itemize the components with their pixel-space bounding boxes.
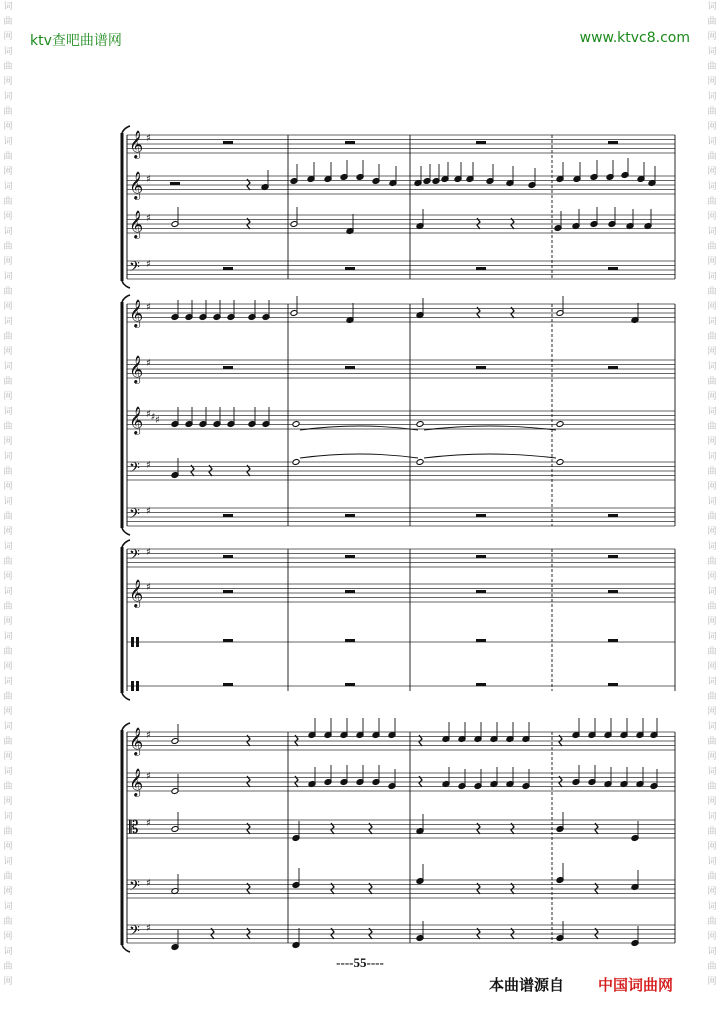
watermark-char: 网 xyxy=(707,302,717,312)
watermark-char: 网 xyxy=(707,887,717,897)
whole-rest xyxy=(476,267,486,270)
watermark-char: 曲 xyxy=(707,602,717,612)
watermark-char: 曲 xyxy=(3,962,13,972)
treble-clef: 𝄞 xyxy=(129,727,144,755)
watermark-char: 曲 xyxy=(707,242,717,252)
note-head xyxy=(556,459,564,466)
key-signature-sharp: ♯ xyxy=(146,460,151,471)
treble-clef: 𝄞 xyxy=(129,210,144,238)
watermark-char: 网 xyxy=(707,482,717,492)
bass-clef: 𝄢 xyxy=(129,460,140,480)
bass-clef: 𝄢 xyxy=(129,878,140,898)
note-head xyxy=(416,421,424,428)
whole-rest xyxy=(223,555,233,558)
watermark-char: 曲 xyxy=(3,512,13,522)
watermark-char: 词 xyxy=(707,47,717,57)
watermark-char: 曲 xyxy=(3,332,13,342)
treble-clef: 𝄞 xyxy=(129,355,144,383)
key-signature-sharp: ♯ xyxy=(146,582,151,593)
watermark-char: 曲 xyxy=(3,62,13,72)
watermark-char: 曲 xyxy=(707,467,717,477)
key-signature-sharp: ♯ xyxy=(155,415,160,426)
watermark-char: 网 xyxy=(3,392,13,402)
watermark-char: 词 xyxy=(3,677,13,687)
whole-rest xyxy=(223,683,233,686)
treble-clef: 𝄞 xyxy=(129,579,144,607)
watermark-char: 网 xyxy=(3,797,13,807)
watermark-char: 网 xyxy=(3,662,13,672)
watermark-char: 网 xyxy=(3,707,13,717)
footer-source-site: 中国词曲网 xyxy=(598,976,674,994)
watermark-char: 词 xyxy=(3,362,13,372)
watermark-char: 词 xyxy=(707,722,717,732)
watermark-char: 曲 xyxy=(707,17,717,27)
watermark-char: 网 xyxy=(3,842,13,852)
whole-rest xyxy=(608,555,618,558)
watermark-char: 曲 xyxy=(3,557,13,567)
watermark-char: 网 xyxy=(707,32,717,42)
watermark-char: 曲 xyxy=(3,197,13,207)
watermark-char: 曲 xyxy=(707,827,717,837)
watermark-char: 曲 xyxy=(3,827,13,837)
percussion-clef xyxy=(136,681,139,691)
note-head xyxy=(556,421,564,428)
watermark-char: 曲 xyxy=(3,377,13,387)
whole-rest xyxy=(223,141,233,144)
watermark-char: 词 xyxy=(3,542,13,552)
watermark-char: 词 xyxy=(707,362,717,372)
watermark-char: 词 xyxy=(707,92,717,102)
whole-rest xyxy=(345,683,355,686)
watermark-char: 曲 xyxy=(707,287,717,297)
whole-rest xyxy=(608,141,618,144)
whole-rest xyxy=(476,366,486,369)
watermark-char: 网 xyxy=(707,437,717,447)
watermark-char: 曲 xyxy=(707,512,717,522)
watermark-char: 词 xyxy=(3,407,13,417)
watermark-char: 词 xyxy=(3,272,13,282)
watermark-char: 曲 xyxy=(3,602,13,612)
whole-rest xyxy=(476,555,486,558)
watermark-char: 网 xyxy=(707,977,717,987)
key-signature-sharp: ♯ xyxy=(146,259,151,270)
watermark-char: 词 xyxy=(707,182,717,192)
key-signature-sharp: ♯ xyxy=(146,302,151,313)
watermark-char: 网 xyxy=(3,572,13,582)
watermark-char: 网 xyxy=(707,707,717,717)
watermark-char: 曲 xyxy=(707,557,717,567)
key-signature-sharp: ♯ xyxy=(146,923,151,934)
watermark-char: 网 xyxy=(707,797,717,807)
whole-rest xyxy=(223,366,233,369)
whole-rest xyxy=(223,514,233,517)
percussion-clef xyxy=(131,637,134,647)
watermark-char: 词 xyxy=(707,497,717,507)
whole-rest xyxy=(608,590,618,593)
watermark-char: 网 xyxy=(3,167,13,177)
whole-rest xyxy=(170,182,180,185)
watermark-char: 网 xyxy=(707,572,717,582)
watermark-char: 网 xyxy=(3,212,13,222)
watermark-char: 网 xyxy=(3,977,13,987)
watermark-char: 网 xyxy=(3,617,13,627)
treble-clef: 𝄞 xyxy=(129,130,144,158)
watermark-char: 网 xyxy=(707,617,717,627)
watermark-char: 曲 xyxy=(3,917,13,927)
whole-rest xyxy=(476,639,486,642)
watermark-char: 网 xyxy=(707,122,717,132)
whole-rest xyxy=(223,267,233,270)
watermark-char: 词 xyxy=(3,722,13,732)
watermark-char: 词 xyxy=(3,137,13,147)
watermark-char: 网 xyxy=(3,887,13,897)
watermark-char: 词 xyxy=(3,92,13,102)
whole-rest xyxy=(608,639,618,642)
whole-rest xyxy=(476,141,486,144)
watermark-char: 网 xyxy=(3,527,13,537)
treble-clef: 𝄞 xyxy=(129,406,144,434)
watermark-char: 词 xyxy=(707,542,717,552)
watermark-char: 词 xyxy=(3,812,13,822)
watermark-char: 网 xyxy=(707,257,717,267)
watermark-char: 网 xyxy=(3,257,13,267)
key-signature-sharp: ♯ xyxy=(146,506,151,517)
watermark-char: 词 xyxy=(707,2,717,12)
key-signature-sharp: ♯ xyxy=(146,878,151,889)
watermark-char: 曲 xyxy=(3,692,13,702)
watermark-char: 词 xyxy=(707,452,717,462)
watermark-char: 曲 xyxy=(707,962,717,972)
watermark-char: 曲 xyxy=(707,872,717,882)
watermark-char: 网 xyxy=(707,212,717,222)
watermark-char: 曲 xyxy=(3,872,13,882)
whole-rest xyxy=(345,514,355,517)
whole-rest xyxy=(608,366,618,369)
key-signature-sharp: ♯ xyxy=(146,358,151,369)
watermark-char: 网 xyxy=(3,122,13,132)
whole-rest xyxy=(476,683,486,686)
watermark-char: 词 xyxy=(3,587,13,597)
watermark-char: 曲 xyxy=(3,737,13,747)
watermark-char: 词 xyxy=(707,407,717,417)
watermark-char: 词 xyxy=(3,47,13,57)
tie xyxy=(424,454,556,458)
watermark-char: 网 xyxy=(3,77,13,87)
key-signature-sharp: ♯ xyxy=(146,409,151,420)
note-head xyxy=(292,459,300,466)
watermark-char: 网 xyxy=(3,302,13,312)
alto-clef: 𝄡 xyxy=(129,818,139,838)
watermark-char: 曲 xyxy=(3,647,13,657)
note-head xyxy=(416,459,424,466)
watermark-char: 词 xyxy=(707,902,717,912)
watermark-char: 词 xyxy=(707,947,717,957)
watermark-char: 词 xyxy=(3,497,13,507)
watermark-char: 曲 xyxy=(707,377,717,387)
whole-rest xyxy=(345,141,355,144)
bass-clef: 𝄢 xyxy=(129,259,140,279)
site-logo-left: ktv查吧曲谱网 xyxy=(30,33,122,49)
watermark-char: 网 xyxy=(3,482,13,492)
watermark-char: 曲 xyxy=(3,422,13,432)
watermark-char: 曲 xyxy=(707,692,717,702)
watermark-char: 曲 xyxy=(707,152,717,162)
treble-clef: 𝄞 xyxy=(129,299,144,327)
watermark-char: 网 xyxy=(707,392,717,402)
page-number: ----55---- xyxy=(336,955,384,970)
watermark-char: 词 xyxy=(707,812,717,822)
bracket-hook xyxy=(122,540,130,547)
watermark-char: 网 xyxy=(707,347,717,357)
watermark-char: 词 xyxy=(707,857,717,867)
bass-clef: 𝄢 xyxy=(129,506,140,526)
whole-rest xyxy=(345,639,355,642)
watermark-char: 曲 xyxy=(3,467,13,477)
watermark-char: 曲 xyxy=(707,917,717,927)
watermark-char: 网 xyxy=(3,752,13,762)
whole-rest xyxy=(223,639,233,642)
key-signature-sharp: ♯ xyxy=(146,213,151,224)
watermark-char: 曲 xyxy=(3,242,13,252)
key-signature-sharp: ♯ xyxy=(146,730,151,741)
watermark-char: 网 xyxy=(707,842,717,852)
key-signature-sharp: ♯ xyxy=(146,818,151,829)
watermark-char: 词 xyxy=(3,857,13,867)
percussion-clef xyxy=(131,681,134,691)
footer-source-label: 本曲谱源自 xyxy=(489,976,565,994)
watermark-char: 曲 xyxy=(3,152,13,162)
whole-rest xyxy=(345,267,355,270)
watermark-char: 网 xyxy=(707,77,717,87)
treble-clef: 𝄞 xyxy=(129,768,144,796)
whole-rest xyxy=(608,514,618,517)
watermark-char: 曲 xyxy=(707,782,717,792)
bracket-hook xyxy=(122,528,130,535)
watermark-char: 曲 xyxy=(707,647,717,657)
whole-rest xyxy=(345,366,355,369)
watermark-char: 词 xyxy=(3,452,13,462)
watermark-char: 词 xyxy=(707,767,717,777)
watermark-char: 词 xyxy=(707,587,717,597)
treble-clef: 𝄞 xyxy=(129,171,144,199)
watermark-char: 词 xyxy=(3,947,13,957)
bracket-hook xyxy=(122,281,130,288)
watermark-char: 曲 xyxy=(707,62,717,72)
key-signature-sharp: ♯ xyxy=(146,174,151,185)
watermark-char: 词 xyxy=(3,182,13,192)
key-signature-sharp: ♯ xyxy=(150,412,156,423)
watermark-char: 曲 xyxy=(3,287,13,297)
bass-clef: 𝄢 xyxy=(129,547,140,567)
whole-rest xyxy=(476,514,486,517)
key-signature-sharp: ♯ xyxy=(146,771,151,782)
watermark-char: 词 xyxy=(707,227,717,237)
bass-clef: 𝄢 xyxy=(129,923,140,943)
watermark-char: 网 xyxy=(3,932,13,942)
watermark-char: 网 xyxy=(3,437,13,447)
watermark-char: 曲 xyxy=(707,422,717,432)
watermark-char: 网 xyxy=(3,32,13,42)
watermark-char: 词 xyxy=(707,272,717,282)
whole-rest xyxy=(476,590,486,593)
watermark-char: 词 xyxy=(3,317,13,327)
watermark-char: 词 xyxy=(3,767,13,777)
whole-rest xyxy=(608,683,618,686)
watermark-char: 网 xyxy=(707,932,717,942)
whole-rest xyxy=(345,590,355,593)
bracket-hook xyxy=(122,945,130,952)
whole-rest xyxy=(223,590,233,593)
key-signature-sharp: ♯ xyxy=(146,133,151,144)
watermark-char: 网 xyxy=(707,167,717,177)
watermark-char: 曲 xyxy=(707,197,717,207)
watermark-char: 曲 xyxy=(707,737,717,747)
whole-rest xyxy=(345,555,355,558)
note-head xyxy=(292,421,300,428)
watermark-char: 曲 xyxy=(3,107,13,117)
watermark-char: 词 xyxy=(707,317,717,327)
watermark-char: 网 xyxy=(3,347,13,357)
watermark-char: 网 xyxy=(707,752,717,762)
watermark-char: 网 xyxy=(707,662,717,672)
watermark-char: 曲 xyxy=(707,107,717,117)
watermark-char: 词 xyxy=(707,632,717,642)
bracket-hook xyxy=(122,693,130,700)
tie xyxy=(300,454,418,458)
watermark-char: 词 xyxy=(707,137,717,147)
percussion-clef xyxy=(136,637,139,647)
whole-rest xyxy=(608,267,618,270)
watermark-char: 曲 xyxy=(707,332,717,342)
watermark-char: 词 xyxy=(3,227,13,237)
watermark-char: 词 xyxy=(3,2,13,12)
watermark-char: 词 xyxy=(3,902,13,912)
key-signature-sharp: ♯ xyxy=(146,547,151,558)
watermark-char: 词 xyxy=(3,632,13,642)
watermark-char: 曲 xyxy=(3,17,13,27)
watermark-char: 曲 xyxy=(3,782,13,792)
site-url-right: www.ktvc8.com xyxy=(579,30,690,46)
watermark-char: 网 xyxy=(707,527,717,537)
watermark-char: 词 xyxy=(707,677,717,687)
